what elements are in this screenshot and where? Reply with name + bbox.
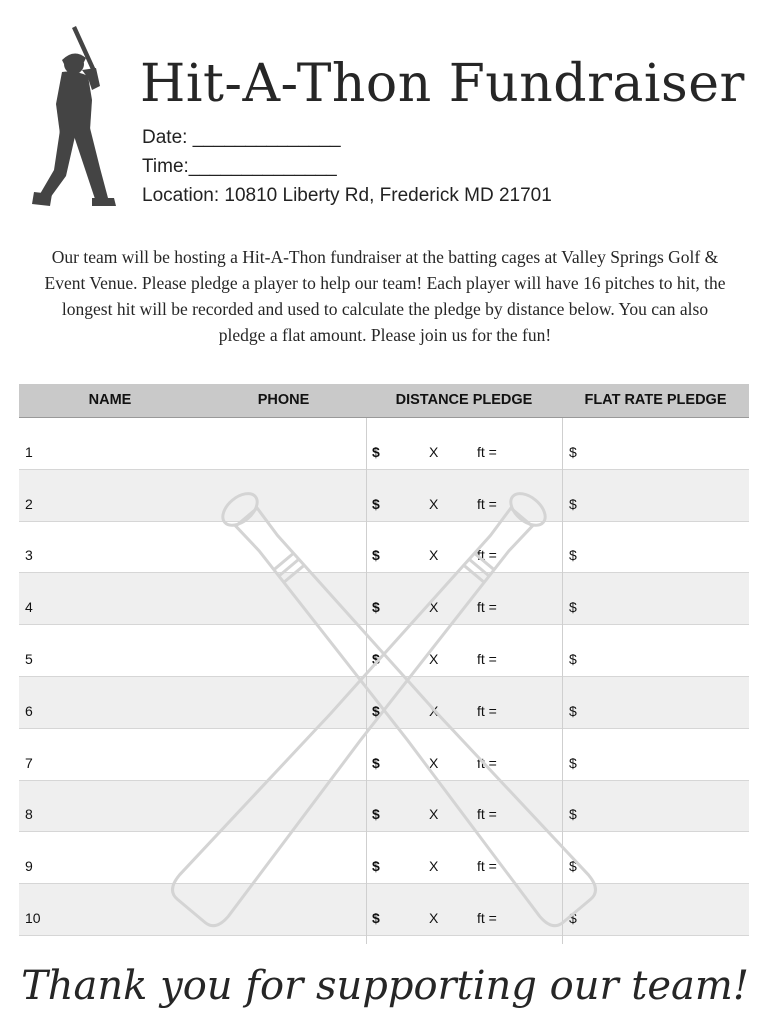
flat-dollar-label: $	[569, 909, 577, 926]
thank-you-message: Thank you for supporting our team!	[21, 963, 749, 1009]
table-header	[19, 384, 749, 418]
table-row	[19, 781, 749, 833]
flat-dollar-label: $	[569, 443, 577, 460]
distance-dollar-label: $	[372, 650, 380, 667]
location-line: Location: 10810 Liberty Rd, Frederick MD 21701	[142, 185, 552, 206]
table-row	[19, 729, 749, 781]
distance-times-label: X	[429, 443, 439, 460]
table-row	[19, 522, 749, 574]
distance-feet-label: ft =	[477, 754, 497, 771]
row-number: 1	[25, 443, 33, 460]
flat-dollar-label: $	[569, 806, 577, 823]
distance-times-label: X	[429, 754, 439, 771]
distance-feet-label: ft =	[477, 443, 497, 460]
header-name: NAME	[88, 392, 132, 408]
distance-feet-label: ft =	[477, 702, 497, 719]
distance-dollar-label: $	[372, 909, 380, 926]
distance-times-label: X	[429, 806, 439, 823]
flat-dollar-label: $	[569, 650, 577, 667]
row-number: 7	[25, 754, 33, 771]
pledge-table	[19, 384, 749, 944]
header-phone: PHONE	[257, 392, 310, 408]
row-number: 5	[25, 650, 33, 667]
distance-dollar-label: $	[372, 806, 380, 823]
distance-feet-label: ft =	[477, 858, 497, 875]
intro-paragraph: Our team will be hosting a Hit-A-Thon fundraiser at the batting cages at Valley Springs Golf & Event Venue. Please pledge a player to help our team! Each player will have 16 pitches to hit, the longest hit will be recorded and used to calculate the pledge by distance below. You can also pledge a flat amount. Please join us for the fun!	[44, 247, 726, 345]
row-number: 9	[25, 858, 33, 875]
distance-times-label: X	[429, 547, 439, 564]
flat-dollar-label: $	[569, 547, 577, 564]
distance-times-label: X	[429, 702, 439, 719]
distance-times-label: X	[429, 495, 439, 512]
distance-dollar-label: $	[372, 702, 380, 719]
distance-dollar-label: $	[372, 547, 380, 564]
column-divider	[562, 418, 563, 944]
row-number: 3	[25, 547, 33, 564]
table-row	[19, 677, 749, 729]
distance-times-label: X	[429, 858, 439, 875]
table-body	[19, 418, 749, 936]
page-title: Hit-A-Thon Fundraiser	[140, 54, 745, 114]
distance-dollar-label: $	[372, 858, 380, 875]
header-distance-pledge: DISTANCE PLEDGE	[395, 392, 533, 408]
distance-times-label: X	[429, 650, 439, 667]
flat-dollar-label: $	[569, 599, 577, 616]
table-row	[19, 625, 749, 677]
distance-feet-label: ft =	[477, 909, 497, 926]
table-row	[19, 832, 749, 884]
flat-dollar-label: $	[569, 495, 577, 512]
distance-times-label: X	[429, 599, 439, 616]
header-flat-rate-pledge: FLAT RATE PLEDGE	[584, 392, 727, 408]
table-row	[19, 470, 749, 522]
distance-feet-label: ft =	[477, 547, 497, 564]
date-line: Date: ______________	[142, 127, 341, 148]
distance-feet-label: ft =	[477, 599, 497, 616]
distance-dollar-label: $	[372, 495, 380, 512]
table-row	[19, 884, 749, 936]
row-number: 2	[25, 495, 33, 512]
batter-silhouette-icon	[26, 26, 126, 208]
row-number: 10	[25, 909, 41, 926]
distance-feet-label: ft =	[477, 495, 497, 512]
distance-dollar-label: $	[372, 443, 380, 460]
table-row	[19, 418, 749, 470]
column-divider	[366, 418, 367, 944]
table-row	[19, 573, 749, 625]
distance-times-label: X	[429, 909, 439, 926]
row-number: 8	[25, 806, 33, 823]
distance-dollar-label: $	[372, 599, 380, 616]
row-number: 4	[25, 599, 33, 616]
flat-dollar-label: $	[569, 858, 577, 875]
distance-feet-label: ft =	[477, 650, 497, 667]
distance-feet-label: ft =	[477, 806, 497, 823]
flat-dollar-label: $	[569, 754, 577, 771]
distance-dollar-label: $	[372, 754, 380, 771]
row-number: 6	[25, 702, 33, 719]
flat-dollar-label: $	[569, 702, 577, 719]
time-line: Time:______________	[142, 156, 337, 177]
